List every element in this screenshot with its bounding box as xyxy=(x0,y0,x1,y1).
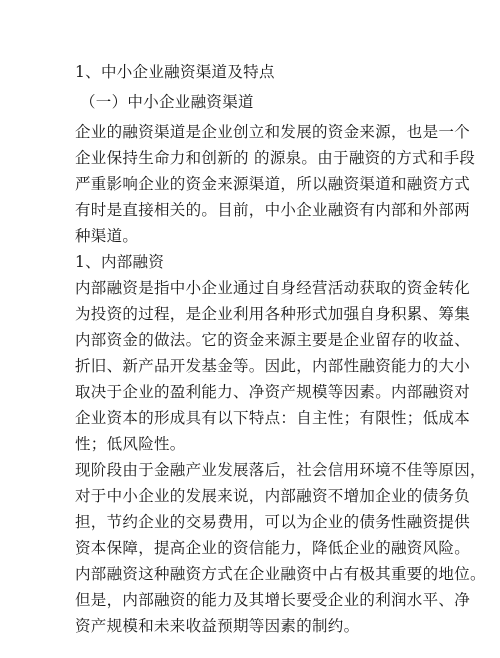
paragraph-line: 资本保障，提高企业的资信能力，降低企业的融资风险。 xyxy=(75,539,471,557)
paragraph-line: 对于中小企业的发展来说，内部融资不增加企业的债务负 xyxy=(75,487,471,505)
paragraph-line: 担，节约企业的交易费用，可以为企业的债务性融资提供 xyxy=(75,513,471,531)
paragraph-line: 严重影响企业的资金来源渠道，所以融资渠道和融资方式 xyxy=(75,175,471,193)
paragraph-line: 内部资金的做法。它的资金来源主要是企业留存的收益、 xyxy=(75,331,471,349)
paragraph-line: 折旧、新产品开发基金等。因此，内部性融资能力的大小 xyxy=(75,357,471,375)
paragraph-line: 取决于企业的盈利能力、净资产规模等因素。内部融资对 xyxy=(75,383,471,401)
paragraph-line: 为投资的过程，是企业利用各种形式加强自身积累、筹集 xyxy=(75,305,471,323)
paragraph-line: 内部融资是指中小企业通过自身经营活动获取的资金转化 xyxy=(75,279,471,297)
paragraph-line: 性；低风险性。 xyxy=(75,435,186,453)
paragraph-line: 种渠道。 xyxy=(75,227,139,245)
section-heading: 1、中小企业融资渠道及特点 xyxy=(75,63,275,81)
paragraph-line: 但是，内部融资的能力及其增长要受企业的利润水平、净 xyxy=(75,591,471,609)
paragraph-line: 内部融资这种融资方式在企业融资中占有极其重要的地位。 xyxy=(75,565,486,583)
paragraph-line: 现阶段由于金融产业发展落后，社会信用环境不佳等原因， xyxy=(75,461,486,479)
subheading: 1、内部融资 xyxy=(75,253,165,271)
paragraph-line: 资产规模和未来收益预期等因素的制约。 xyxy=(75,617,360,635)
paragraph-line: 企业资本的形成具有以下特点：自主性；有限性；低成本 xyxy=(75,409,471,427)
paragraph-line: 有时是直接相关的。目前，中小企业融资有内部和外部两 xyxy=(75,201,471,219)
paragraph-line: 企业的融资渠道是企业创立和发展的资金来源，也是一个 xyxy=(75,123,471,141)
paragraph-line: 企业保持生命力和创新的 的源泉。由于融资的方式和手段 xyxy=(75,149,476,167)
subsection-heading: （一）中小企业融资渠道 xyxy=(80,93,254,111)
